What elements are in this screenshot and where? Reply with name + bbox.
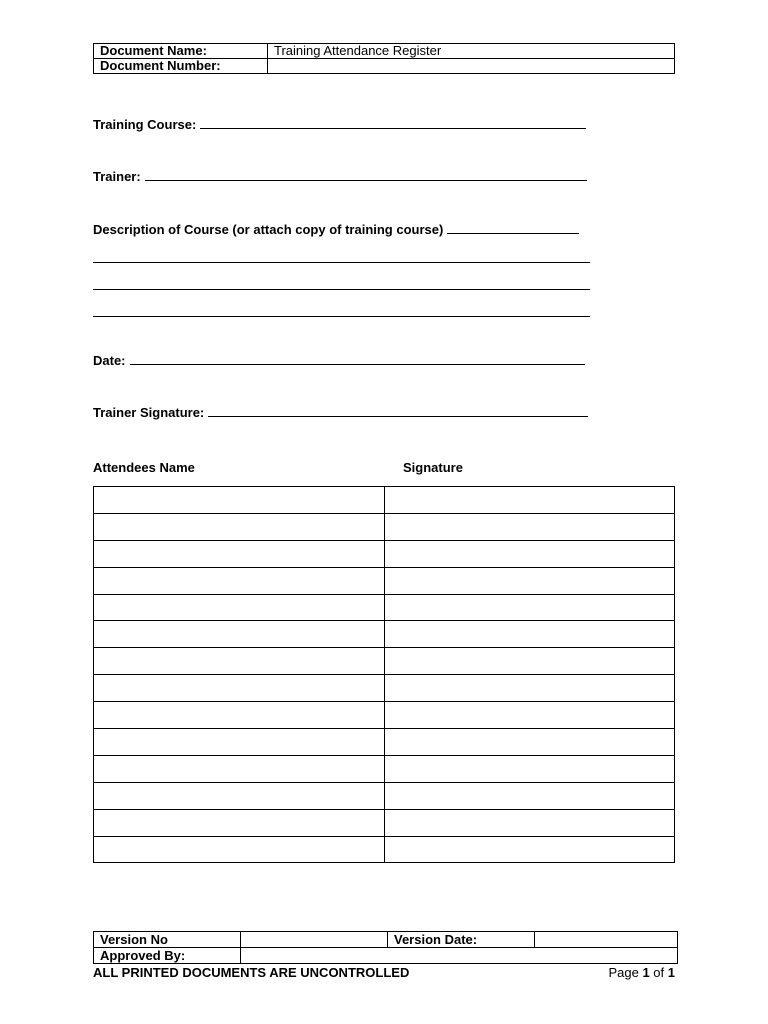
attendee-signature-cell[interactable] [384,487,675,514]
attendee-signature-cell[interactable] [384,540,675,567]
description-line-4[interactable] [93,316,590,317]
document-number-label: Document Number: [94,59,268,74]
attendee-signature-cell[interactable] [384,755,675,782]
version-row [94,932,678,948]
document-header-table [93,43,675,74]
attendee-name-cell[interactable] [94,540,385,567]
attendee-name-cell[interactable] [94,755,385,782]
attendee-row [94,648,675,675]
attendee-name-cell[interactable] [94,487,385,514]
attendee-signature-cell[interactable] [384,702,675,729]
signature-header: Signature [403,460,463,475]
attendee-signature-cell[interactable] [384,513,675,540]
document-footer-table [93,931,678,964]
attendee-name-cell[interactable] [94,729,385,756]
description-label: Description of Course (or attach copy of training course) [93,222,444,237]
trainer-signature-field [93,405,588,420]
description-field [93,222,579,237]
attendee-name-cell[interactable] [94,621,385,648]
trainer-line[interactable] [145,169,587,181]
attendees-table [93,486,675,863]
attendee-row [94,755,675,782]
document-name-label: Document Name: [94,44,268,59]
document-number-row [94,59,675,74]
trainer-label: Trainer: [93,169,141,184]
trainer-field [93,169,587,184]
trainer-signature-label: Trainer Signature: [93,405,205,420]
date-label: Date: [93,353,126,368]
attendee-signature-cell[interactable] [384,809,675,836]
attendee-signature-cell[interactable] [384,621,675,648]
attendee-row [94,594,675,621]
attendees-name-header: Attendees Name [93,460,195,475]
attendee-row [94,675,675,702]
version-date-value [535,932,678,948]
page-of: of [653,965,665,980]
attendee-row [94,621,675,648]
attendee-name-cell[interactable] [94,648,385,675]
attendee-name-cell[interactable] [94,782,385,809]
page-number [608,965,675,980]
attendee-row [94,729,675,756]
version-no-label: Version No [94,932,241,948]
attendee-name-cell[interactable] [94,809,385,836]
approved-by-row [94,948,678,964]
attendee-row [94,702,675,729]
attendee-row [94,513,675,540]
description-line[interactable] [447,222,579,234]
training-course-field [93,117,586,132]
attendee-row [94,567,675,594]
version-date-label: Version Date: [388,932,535,948]
version-no-value [241,932,388,948]
page-total: 1 [667,965,675,980]
attendees-table-body [94,487,675,863]
trainer-signature-line[interactable] [208,405,588,417]
attendee-signature-cell[interactable] [384,782,675,809]
description-line-3[interactable] [93,289,590,290]
attendee-row [94,782,675,809]
attendee-signature-cell[interactable] [384,729,675,756]
attendee-row [94,836,675,863]
uncontrolled-notice: ALL PRINTED DOCUMENTS ARE UNCONTROLLED [93,965,410,980]
date-field [93,353,585,368]
approved-by-label: Approved By: [94,948,241,964]
description-line-2[interactable] [93,262,590,263]
page-word: Page [608,965,639,980]
attendee-name-cell[interactable] [94,702,385,729]
document-name-value: Training Attendance Register [268,44,675,59]
attendee-row [94,540,675,567]
attendee-name-cell[interactable] [94,594,385,621]
training-course-line[interactable] [200,117,586,129]
page-footer [93,965,675,980]
attendee-signature-cell[interactable] [384,675,675,702]
attendee-signature-cell[interactable] [384,594,675,621]
attendee-signature-cell[interactable] [384,836,675,863]
attendee-name-cell[interactable] [94,675,385,702]
attendee-name-cell[interactable] [94,513,385,540]
document-number-value [268,59,675,74]
attendee-row [94,487,675,514]
attendee-row [94,809,675,836]
training-course-label: Training Course: [93,117,197,132]
date-line[interactable] [130,353,585,365]
attendee-signature-cell[interactable] [384,567,675,594]
attendee-name-cell[interactable] [94,836,385,863]
attendee-signature-cell[interactable] [384,648,675,675]
attendee-name-cell[interactable] [94,567,385,594]
page-current: 1 [642,965,650,980]
approved-by-value [241,948,678,964]
document-name-row [94,44,675,59]
